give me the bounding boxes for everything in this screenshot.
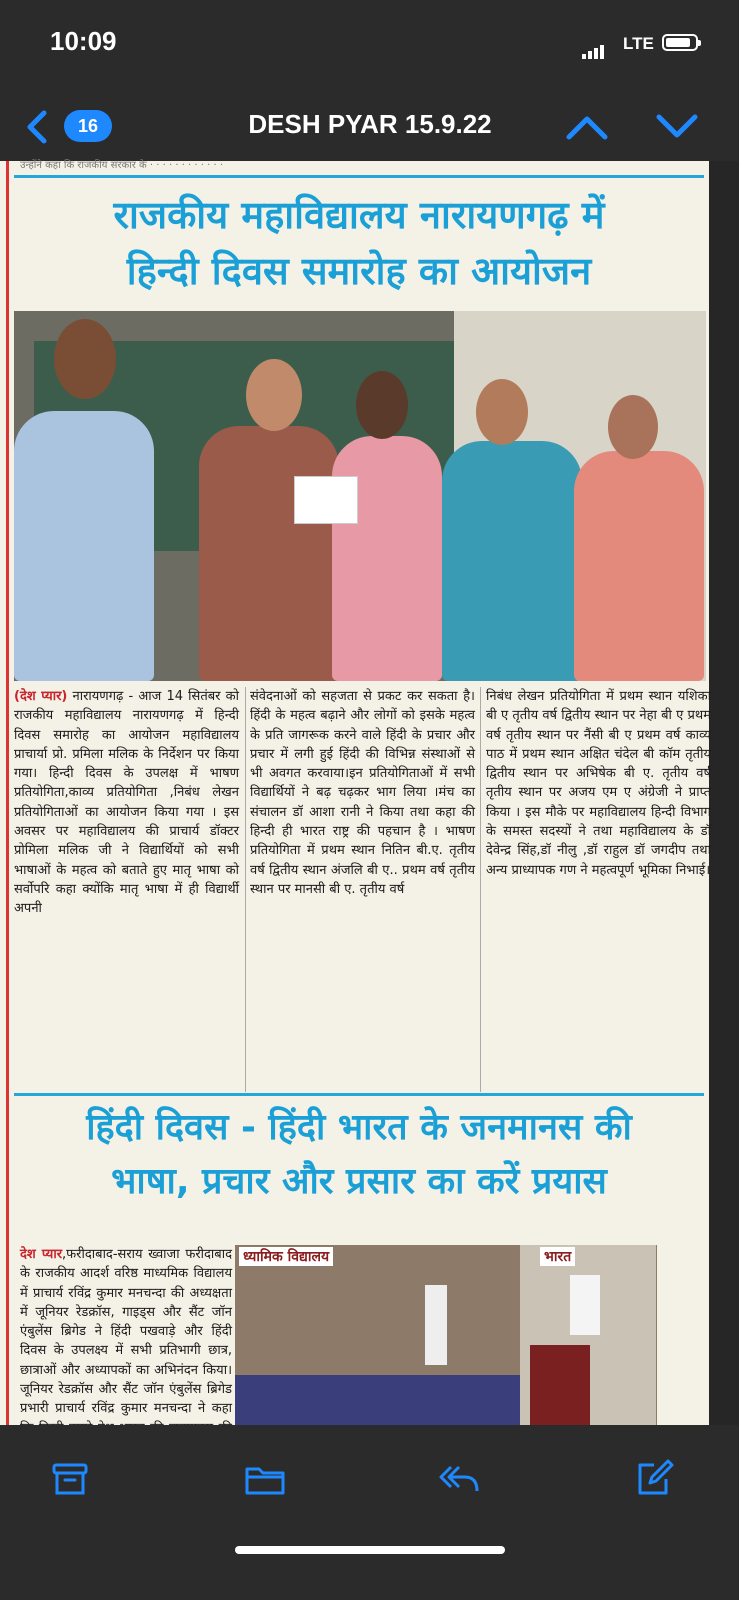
page-edge bbox=[709, 161, 739, 1425]
person-figure bbox=[442, 441, 582, 681]
person-figure bbox=[332, 436, 442, 681]
speaker-figure bbox=[570, 1275, 600, 1335]
article-column bbox=[250, 687, 475, 899]
network-label: LTE bbox=[623, 34, 654, 53]
certificate bbox=[294, 476, 358, 524]
person-head bbox=[54, 319, 116, 399]
headline-line: भाषा, प्रचार और प्रसार का करें प्रयास bbox=[111, 1161, 607, 1202]
battery-icon bbox=[662, 34, 698, 51]
compose-icon[interactable] bbox=[632, 1457, 676, 1501]
headline-line: राजकीय महाविद्यालय नारायणगढ़ में bbox=[113, 193, 605, 237]
article-column bbox=[486, 687, 711, 880]
person-head bbox=[476, 379, 528, 445]
students-crowd bbox=[235, 1375, 520, 1425]
column-text: नारायणगढ़ - आज 14 सितंबर को राजकीय महाविद्यालय नारायणगढ़ में हिन्दी दिवस समारोह का आयोजन महाविद्यालय प्राचार्या प्रो. प्रमिला मलिक के निर्देशन पर किया गया। हिन्दी दिवस के उपलक्ष में भाषण प्रतियोगिता,काव्य प्रतियोगिता ,निबंध लेखन प्रतियोगिताओं का आयोजन किया गया । इस अवसर पर महाविद्यालय की प्राचार्य डॉक्टर प्रोमिला मलिक जी ने विद्यार्थियों को सभी भाषाओं के महत्व को बताते हुए मातृ भाषा को सर्वोपरि कहा क्योंकि मातृ भाषा में ही विद्यार्थी अपनी bbox=[14, 689, 239, 917]
signal-icon bbox=[582, 40, 606, 59]
back-chevron-icon[interactable] bbox=[18, 107, 58, 147]
article1-body bbox=[14, 687, 711, 1097]
column-text: ,फरीदाबाद-सराय ख्वाजा फरीदाबाद के राजकीय आदर्श वरिष्ठ माध्यमिक विद्यालय में प्राचार्य रविंद्र कुमार मनचन्दा की अध्यक्षता में जूनियर रेडक्रॉस, गाइड्स और सैंट जॉन एंबुलेंस ब्रिगेड ने हिंदी पखवाड़े और हिंदी दिवस के उपलक्ष्य में सभी प्रतिभागी छात्र, छात्राओं और अध्यापकों का अभिनंदन किया। जूनियर रेडक्रॉस और सैंट जॉन एंबुलेंस ब्रिगेड प्रभारी प्राचार्य रविंद्र कुमार मनचन्दा ने कहा bbox=[20, 1247, 232, 1417]
reply-all-icon[interactable] bbox=[437, 1457, 481, 1501]
person-figure bbox=[14, 411, 154, 681]
column-text: संवेदनाओं को सहजता से प्रकट कर सकता है। हिंदी के महत्व बढ़ाने और लोगों को इसके महत्व के प्रति जागरूक करने वाले हिंदी के प्रचार और प्रचार में लगी हुई हिंदी की विभिन्न संस्थाओं से भी अवगत करवाया।इन प्रतियोगिताओं में सभी विद्यार्थियों ने बढ़ चढ़कर भाग लिया ।मंच का संचालन डॉ आशा रानी ने किया तथा कहा की हिन्दी ही भारत राष्ट्र की पहचान है । भाषण प्रतियोगिता में प्रथम स्थान नितिन बी.ए. तृतीय वर्ष द्वितीय स्थान अंजलि बी ए.. प्रथम वर्ष तृतीय स्थान पर मानसी बी ए. तृतीय वर्ष bbox=[250, 689, 475, 897]
event-photo bbox=[14, 311, 706, 681]
margin-rule bbox=[6, 161, 9, 1425]
clipped-text-line: उन्होंने कहा कि राजकीय सरकार के · · · · · · · · · · · · bbox=[20, 160, 224, 171]
banner bbox=[530, 1345, 590, 1425]
banner-sign: भारत bbox=[540, 1247, 575, 1266]
article1-headline bbox=[14, 187, 704, 299]
status-bar bbox=[0, 0, 739, 95]
divider bbox=[14, 1093, 704, 1096]
school-sign: ध्यामिक विद्यालय bbox=[239, 1247, 333, 1266]
column-divider bbox=[245, 687, 246, 1092]
document-title: DESH PYAR 15.9.22 bbox=[248, 109, 492, 139]
article-dateline: देश प्यार bbox=[20, 1247, 63, 1262]
folder-icon[interactable] bbox=[243, 1457, 287, 1501]
divider bbox=[14, 175, 704, 178]
archive-icon[interactable] bbox=[48, 1457, 92, 1501]
chevron-up-icon[interactable] bbox=[565, 107, 609, 147]
article-column bbox=[14, 687, 239, 919]
home-indicator[interactable] bbox=[235, 1546, 505, 1554]
person-figure bbox=[199, 426, 339, 681]
person-head bbox=[608, 395, 658, 459]
bottom-toolbar bbox=[0, 1425, 739, 1600]
newspaper-page[interactable] bbox=[0, 161, 739, 1425]
nav-bar bbox=[0, 95, 739, 161]
person-head bbox=[356, 371, 408, 439]
column-divider bbox=[480, 687, 481, 1092]
speaker-figure bbox=[425, 1285, 447, 1365]
person-head bbox=[246, 359, 302, 431]
person-figure bbox=[574, 451, 704, 681]
banner-photo bbox=[520, 1245, 656, 1425]
column-text: निबंध लेखन प्रतियोगिता में प्रथम स्थान यशिका बी ए तृतीय वर्ष द्वितीय स्थान पर नेहा बी ए प्रथम वर्ष तृतीय स्थान पर नैंसी बी ए प्रथम वर्ष काव्य पाठ में प्रथम स्थान अक्षित चंदेल बी कॉम तृतीय द्वितीय स्थान पर अभिषेक बी ए. तृतीय वर्ष तृतीय स्थान पर अजय एम ए अंग्रेजी ने प्राप्त किया । इस मौके पर महाविद्यालय हिन्दी विभाग के समस्त सदस्यों ने तथा महाविद्यालय के डॉ देवेन्द्र सिंह,डॉ नीलु ,डॉ राहुल डॉ जगदीप तथा अन्य प्राध्यापक गण ने महत्वपूर्ण भूमिका निभाई। bbox=[486, 689, 711, 878]
headline-line: हिन्दी दिवस समारोह का आयोजन bbox=[126, 249, 592, 293]
chevron-down-icon[interactable] bbox=[655, 107, 699, 147]
article2-headline bbox=[14, 1101, 704, 1209]
headline-line: हिंदी दिवस - हिंदी भारत के जनमानस की bbox=[86, 1107, 632, 1148]
page-count-badge[interactable]: 16 bbox=[64, 110, 112, 142]
article-dateline: (देश प्यार) bbox=[14, 689, 68, 704]
status-time: 10:09 bbox=[50, 26, 117, 56]
